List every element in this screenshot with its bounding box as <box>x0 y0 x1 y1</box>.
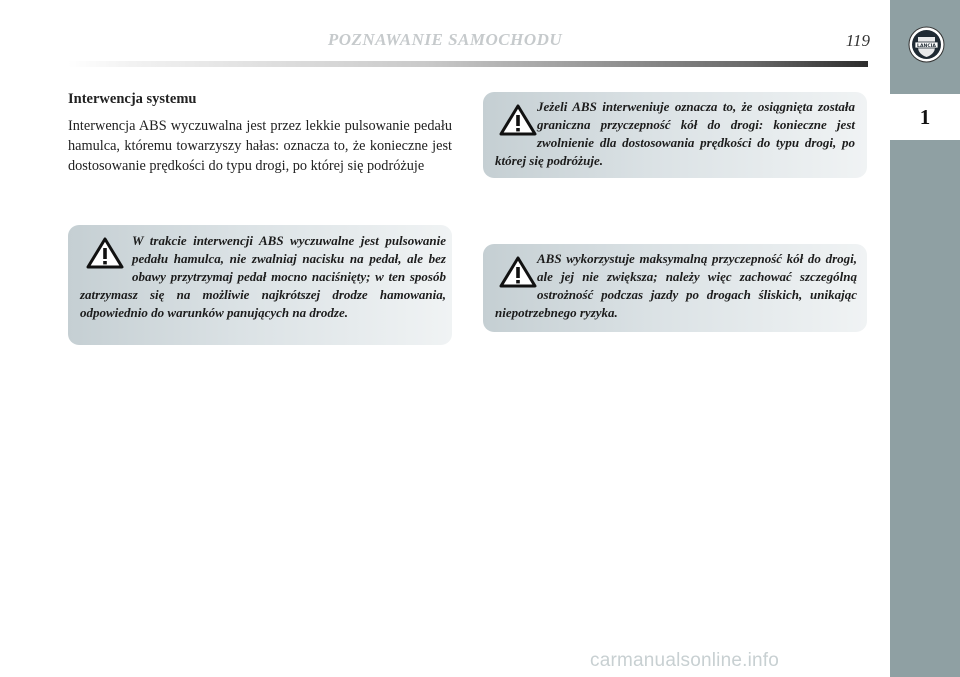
warning-box-abs-intervention <box>483 92 867 178</box>
section-title: Interwencja systemu <box>68 91 197 107</box>
chapter-number: 1 <box>919 105 931 129</box>
lancia-logo-icon <box>908 26 945 63</box>
header-rule <box>68 61 868 67</box>
running-header-title: POZNAWANIE SAMOCHODU <box>327 30 563 49</box>
watermark: carmanualsonline.info <box>590 650 780 671</box>
warning-text: Jeżeli ABS interweniuje oznacza to, że osiągnięta została graniczna przyczepność kół do drogi: konieczne jest zwolnienie dla dostosowania prędkości do typu drogi, po której się podróżuje. <box>495 99 855 168</box>
page-number: 119 <box>845 31 870 50</box>
warning-text: W trakcie interwencji ABS wyczuwalne jest pulsowanie pedału hamulca, nie zwalniaj nacisku na pedał, ale bez obawy przytrzymaj pedał mocno naciśnięty; w ten sposób zatrzymasz się na możliwie najkrótszej drodze hamowania, odpowiednio do warunków panujących na drodze. <box>80 233 446 320</box>
warning-box-abs-grip <box>483 244 867 332</box>
body-paragraph: Interwencja ABS wyczuwalna jest przez lekkie pulsowanie pedału hamulca, któremu towarzyszy hałas: oznacza to, że konieczne jest dostosowanie prędkości do typu drogi, po której się podróżuje <box>68 118 452 174</box>
warning-box-abs-pulsing <box>68 225 452 345</box>
warning-text: ABS wykorzystuje maksymalną przyczepność kół do drogi, ale jej nie zwiększa; należy więc zachować szczególną ostrożność podczas jazdy po drogach śliskich, unikając niepotrzebnego ryzyka. <box>495 251 857 320</box>
logo-text: LANCIA <box>917 44 936 49</box>
chapter-tab[interactable] <box>890 94 960 140</box>
